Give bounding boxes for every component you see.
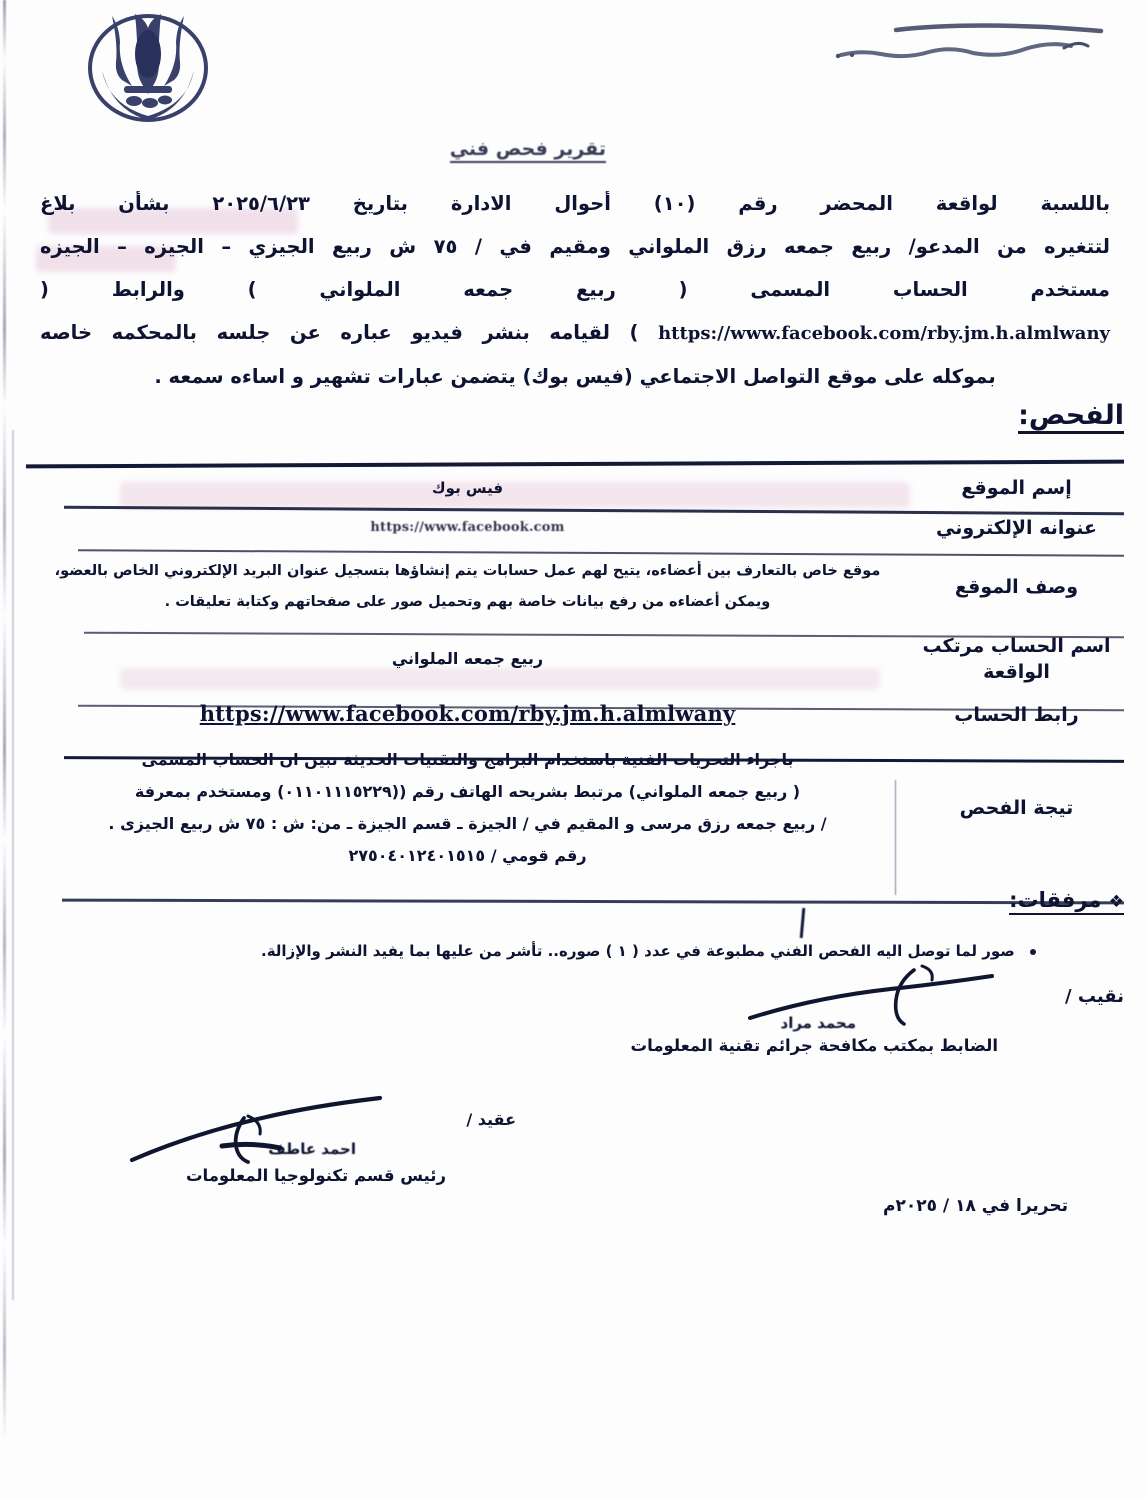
diamond-bullet-icon: ❖	[1108, 892, 1124, 912]
table-column-divider	[895, 780, 897, 895]
intro-line-2: لتتغيره من المدعو/ ربيع جمعه رزق الملواني ومقيم في / ٧٥ ش ربيع الجيزي – الجيزه – الجيزه	[40, 235, 1110, 258]
head-signature-scribble	[126, 1092, 386, 1176]
row-value	[26, 699, 909, 731]
scan-edge-artifact	[3, 0, 6, 1500]
handwritten-header-note	[826, 8, 1126, 68]
row-label: وصف الموقع	[954, 575, 1079, 598]
row-value: فيس بوك	[431, 479, 504, 497]
row-value: ربيع جمعه الملواني	[391, 649, 544, 668]
attachment-item-text: صور لما توصل اليه الفحص الفني مطبوعة في عدد ( ١ ) صوره.. تأشر من عليها بما يفيد النشر والإزالة.	[261, 942, 1015, 960]
site-url-text: https://www.facebook.com	[370, 520, 565, 535]
table-row	[26, 692, 1124, 738]
intro-line-1	[40, 182, 1110, 225]
table-row	[26, 468, 1124, 508]
intro-line-1-prefix: باللسبة لواقعة المحضر رقم (١٠) أحوال الادارة بتاريخ	[352, 192, 1111, 215]
egyptian-eagle-emblem-icon	[72, 8, 224, 123]
intro-line-3: مستخدم الحساب المسمى ( ربيع جمعه الملواني ) والرابط (	[40, 278, 1110, 301]
intro-line-1-suffix: بشأن بلاغ	[40, 192, 170, 215]
table-row-result	[26, 738, 1124, 878]
row-value: موقع خاص بالتعارف بين أعضاءه، يتيح لهم عمل حسابات يتم إنشاؤها بتسجيل عنوان البريد الإلكتروني الخاص بالعضو، ويمكن أعضاءه من رفع بيانات خاصة بهم وتحميل صور على صفحاتهم وكتابة تعليقات .	[54, 563, 881, 610]
table-row	[26, 548, 1124, 626]
row-label: رابط الحساب	[954, 703, 1079, 726]
account-url-text: https://www.facebook.com/rby.jm.h.almlwany	[199, 701, 736, 726]
attachments-heading-label: مرفقات:	[1009, 888, 1102, 912]
examination-table	[26, 462, 1124, 878]
officer-title: الضابط بمكتب مكافحة جرائم تقنية المعلومات	[630, 1036, 998, 1055]
report-date: تحريرا في ١٨ / ٢٠٢٥م	[883, 1196, 1068, 1216]
head-signature-name: احمد عاطف	[268, 1140, 356, 1158]
intro-line-4	[40, 311, 1110, 355]
intro-incident-date: ٢٠٢٥/٦/٢٣	[212, 192, 310, 215]
result-line: باجراء التحريات الفنية باستخدام البرامج والتقنيات الحديثة تبين ان الحساب المسمى	[141, 750, 794, 769]
scan-edge-artifact-secondary	[12, 430, 14, 1300]
table-row	[26, 626, 1124, 692]
table-row	[26, 508, 1124, 548]
result-line: ( ربيع جمعه الملواني) مرتبط بشريحه الهاتف رقم ((٠١١٠١١١٥٢٢٩) ومستخدم بمعرفة	[134, 782, 801, 801]
intro-line-5: بموكله على موقع التواصل الاجتماعي (فيس بوك) يتضمن عبارات تشهير و اساءه سمعه .	[154, 365, 996, 388]
attachments-section-heading	[1009, 888, 1124, 915]
result-line: رقم قومي / ٢٧٥٠٤٠١٢٤٠١٥١٥	[348, 846, 587, 865]
page-title: تقرير فحص فني	[450, 138, 606, 163]
table-rule-top	[26, 460, 1124, 468]
attachment-item	[96, 938, 1036, 964]
officer-rank: نقيب /	[1065, 986, 1124, 1007]
stray-pen-mark	[800, 908, 806, 938]
examination-section-heading: الفحص:	[1018, 400, 1124, 434]
head-title: رئيس قسم تكنولوجيا المعلومات	[185, 1166, 446, 1185]
row-value	[26, 744, 909, 872]
intro-paragraph	[40, 182, 1110, 398]
row-value	[26, 513, 909, 543]
row-label: اسم الحساب مرتكب الواقعة	[922, 635, 1111, 683]
intro-line-4-suffix: ) لقيامه بنشر فيديو عباره عن جلسه بالمحكمه خاصه	[40, 321, 639, 344]
head-rank: عقيد /	[466, 1110, 516, 1129]
intro-account-url: https://www.facebook.com/rby.jm.h.almlwany	[658, 323, 1110, 344]
row-label: عنوانه الإلكتروني	[935, 516, 1098, 539]
row-label: إسم الموقع	[961, 476, 1072, 499]
result-line: / ربيع جمعه رزق مرسى و المقيم في / الجيزة ـ قسم الجيزة ـ من: ش : ٧٥ ش ربيع الجيزى .	[108, 814, 827, 833]
bullet-dot-icon	[1030, 949, 1036, 955]
row-label: تيجة الفحص	[959, 796, 1074, 819]
table-rule-bottom	[62, 899, 1124, 904]
officer-signature-name: محمد مراد	[780, 1014, 856, 1032]
